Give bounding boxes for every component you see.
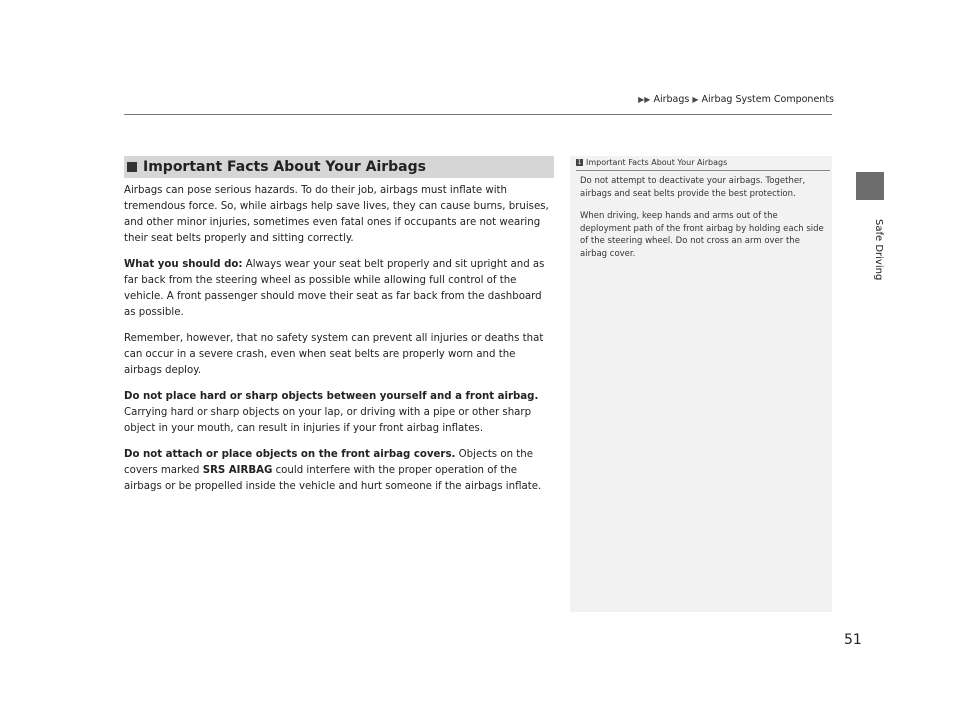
bold-lead: What you should do: (124, 259, 243, 270)
note-divider (576, 170, 830, 171)
breadcrumb-components[interactable]: Airbag System Components (701, 94, 834, 105)
paragraph-text: Carrying hard or sharp objects on your lap, or driving with a pipe or other sharp object in your mouth, can result in injuries if your front airbag inflates. (124, 407, 532, 434)
header-divider (124, 114, 832, 115)
paragraph (124, 389, 554, 437)
square-bullet-icon (127, 162, 137, 172)
main-content (124, 183, 554, 505)
paragraph (124, 447, 554, 495)
arrow-right-icon: ▶▶ (638, 95, 651, 104)
note-icon: 1 (577, 159, 582, 166)
chapter-tab-label: Safe Driving (873, 219, 884, 281)
breadcrumb (638, 94, 834, 105)
chapter-tab-marker (856, 172, 884, 200)
paragraph (124, 257, 554, 321)
side-note-panel (570, 156, 832, 612)
section-header (124, 156, 554, 178)
arrow-right-icon: ▶ (692, 95, 699, 104)
note-title (576, 158, 727, 167)
bold-lead: Do not place hard or sharp objects between yourself and a front airbag. (124, 391, 539, 402)
paragraph-text: Objects on the covers marked (124, 449, 534, 476)
bold-lead: Do not attach or place objects on the front airbag covers. (124, 449, 456, 460)
note-paragraph: Do not attempt to deactivate your airbags. Together, airbags and seat belts provide the best protection. (580, 176, 806, 199)
paragraph: Remember, however, that no safety system can prevent all injuries or deaths that can occur in a severe crash, even when seat belts are properly worn and the airbags deploy. (124, 333, 544, 376)
srs-airbag-label: SRS AIRBAG (202, 465, 273, 476)
paragraph-text: Always wear your seat belt properly and sit upright and as far back from the steering wheel as possible while allowing full control of the vehicle. A front passenger should move their seat as far back from the dashboard as possible. (124, 259, 545, 318)
paragraph-text: could interfere with the proper operation of the airbags or be propelled inside the vehicle and hurt someone if the airbags inflate. (124, 465, 542, 492)
note-title-text: Important Facts About Your Airbags (586, 158, 728, 167)
section-title: Important Facts About Your Airbags (143, 159, 426, 175)
note-body (580, 175, 825, 270)
page-number: 51 (844, 632, 862, 648)
note-paragraph: When driving, keep hands and arms out of the deployment path of the front airbag by holding each side of the steering wheel. Do not cross an arm over the airbag cover. (580, 211, 824, 259)
paragraph: Airbags can pose serious hazards. To do their job, airbags must inflate with tremendous force. So, while airbags help save lives, they can cause burns, bruises, and other minor injuries, sometimes even fatal ones if occupants are not wearing their seat belts properly and sitting correctly. (124, 185, 549, 244)
breadcrumb-airbags[interactable]: Airbags (653, 94, 690, 105)
